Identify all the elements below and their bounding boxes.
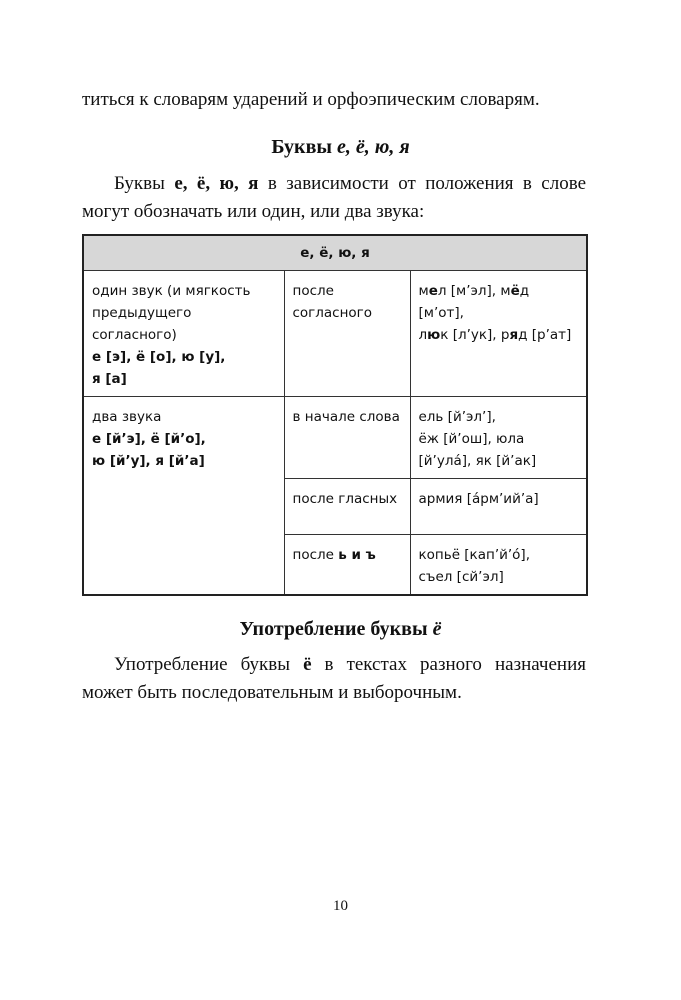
section-heading-yo <box>0 618 681 641</box>
two-sounds-cell <box>83 397 284 596</box>
table-row <box>83 397 587 479</box>
section-paragraph-letters <box>82 170 586 226</box>
example-word-start <box>410 397 587 479</box>
example-after-vowels <box>410 479 587 535</box>
example-after-signs <box>410 535 587 596</box>
one-sound-line2: я [а] <box>92 371 127 387</box>
intro-line: титься к словарям ударений и орфоэпическим словарям. <box>82 89 540 110</box>
section-heading-letters <box>0 136 681 159</box>
example-line: копьё [кап’й’о́], <box>418 547 530 563</box>
two-sounds-label: два звука <box>92 409 162 425</box>
example-line: мел [м’эл], мёд [м’от], <box>418 283 530 321</box>
example-line: люк [л’ук], ряд [р’ат] <box>418 327 572 343</box>
para-rest: в зависимости от положения в слове могут обозначать или один, или два звука: <box>82 173 587 222</box>
one-sound-label: один звук (и мягкость предыдущего согласного) <box>92 283 251 343</box>
one-sound-line1: е [э], ё [о], ю [у], <box>92 349 226 365</box>
section-paragraph-yo <box>82 651 586 707</box>
two-sounds-line1: е [й’э], ё [й’о], <box>92 431 206 447</box>
letters-table <box>82 234 588 596</box>
para-letters: е, ё, ю, я <box>174 173 259 194</box>
position-after-signs: после ь и ъ <box>284 535 410 596</box>
yo-heading-prefix: Употребление буквы <box>239 618 433 640</box>
example-line: ель [й’эл’], <box>418 409 496 425</box>
position-after-consonant: после согласного <box>284 271 410 397</box>
example-line: съел [сй’эл] <box>418 569 504 585</box>
one-sound-cell <box>83 271 284 397</box>
example-after-consonant <box>410 271 587 397</box>
section-heading-letters-italic: е, ё, ю, я <box>337 136 410 158</box>
yo-para-rest: в текстах разного назначения может быть последовательным и выборочным. <box>82 654 586 703</box>
yo-para-prefix: Употребление буквы <box>114 654 304 675</box>
two-sounds-line2: ю [й’у], я [й’а] <box>92 453 205 469</box>
yo-heading-letter: ё <box>432 618 442 640</box>
table-row <box>83 271 587 397</box>
yo-para-letter: ё <box>303 654 312 675</box>
page-number: 10 <box>333 898 348 914</box>
position-after-vowels: после гласных <box>284 479 410 535</box>
example-line: армия [а́рм’ий’а] <box>418 491 539 507</box>
example-line: ёж [й’ош], юла <box>418 431 525 447</box>
para-prefix: Буквы <box>114 173 175 194</box>
example-line: [й’ула́], як [й’ак] <box>418 453 537 469</box>
position-word-start: в начале слова <box>284 397 410 479</box>
section-heading-prefix: Буквы <box>271 136 337 158</box>
table-header: е, ё, ю, я <box>83 235 587 271</box>
